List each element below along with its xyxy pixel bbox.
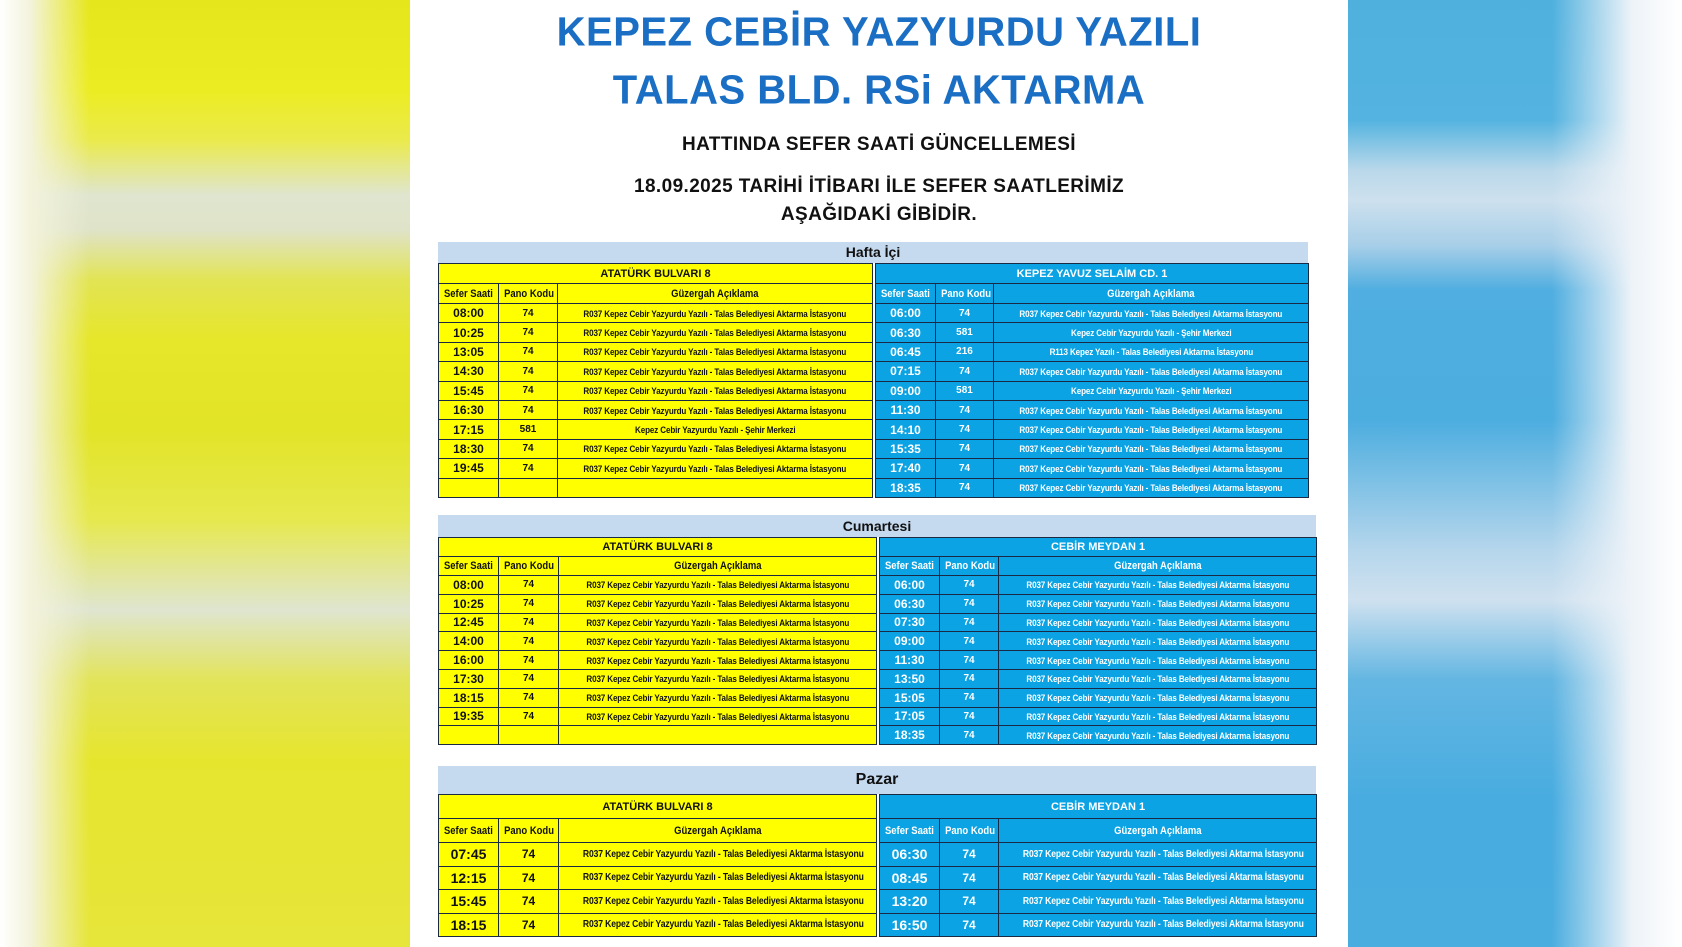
departure-time: 18:30 bbox=[439, 439, 499, 458]
route-description bbox=[999, 866, 1317, 890]
schedule-row bbox=[439, 632, 877, 651]
panel-code: 74 bbox=[499, 594, 559, 613]
panel-code: 74 bbox=[940, 576, 999, 595]
stop-name-row bbox=[439, 795, 877, 819]
column-header-guzergah-aciklama-label: Güzergah Açıklama bbox=[673, 824, 762, 837]
panel-code: 74 bbox=[499, 304, 558, 323]
column-header-pano-kodu bbox=[499, 557, 559, 576]
route-description bbox=[994, 304, 1309, 323]
panel-code: 74 bbox=[936, 459, 994, 478]
departure-time: 07:45 bbox=[439, 843, 499, 867]
route-description-text: R037 Kepez Cebir Yazyurdu Yazılı - Talas Belediyesi Aktarma İstasyonu bbox=[586, 710, 849, 722]
route-description-text: R037 Kepez Cebir Yazyurdu Yazılı - Talas Belediyesi Aktarma İstasyonu bbox=[1019, 443, 1283, 455]
schedule-row bbox=[439, 381, 873, 400]
route-description-text: R037 Kepez Cebir Yazyurdu Yazılı - Talas Belediyesi Aktarma İstasyonu bbox=[1022, 919, 1304, 931]
route-description-text: R037 Kepez Cebir Yazyurdu Yazılı - Talas Belediyesi Aktarma İstasyonu bbox=[583, 327, 847, 339]
route-description bbox=[999, 613, 1317, 632]
departure-time: 07:30 bbox=[880, 613, 940, 632]
panel-code: 74 bbox=[940, 913, 999, 937]
route-description bbox=[559, 576, 877, 595]
schedule-row bbox=[876, 381, 1309, 400]
column-header-guzergah-aciklama bbox=[558, 284, 873, 304]
departure-time: 06:30 bbox=[876, 323, 936, 342]
schedule-row bbox=[439, 688, 877, 707]
document-title-line1: KEPEZ CEBİR YAZYURDU YAZILI bbox=[556, 9, 1202, 55]
departure-time: 15:05 bbox=[880, 688, 940, 707]
panel-code: 74 bbox=[499, 843, 559, 867]
route-description bbox=[994, 362, 1309, 381]
route-description-text: R037 Kepez Cebir Yazyurdu Yazılı - Talas Belediyesi Aktarma İstasyonu bbox=[1019, 424, 1283, 436]
panel-code: 74 bbox=[499, 913, 559, 937]
route-description bbox=[558, 304, 873, 323]
schedule-row bbox=[439, 707, 877, 726]
schedule-row bbox=[876, 342, 1309, 361]
departure-time: 16:50 bbox=[880, 913, 940, 937]
schedule-row bbox=[876, 420, 1309, 439]
column-header-pano-kodu bbox=[499, 819, 559, 843]
column-header-guzergah-aciklama bbox=[994, 284, 1309, 304]
panel-code: 74 bbox=[940, 890, 999, 914]
panel-code: 581 bbox=[936, 323, 994, 342]
route-description bbox=[999, 913, 1317, 937]
panel-code: 74 bbox=[499, 342, 558, 361]
departure-time: 10:25 bbox=[439, 594, 499, 613]
route-description-text: R037 Kepez Cebir Yazyurdu Yazılı - Talas Belediyesi Aktarma İstasyonu bbox=[1026, 673, 1289, 685]
panel-code bbox=[499, 726, 559, 745]
panel-code: 74 bbox=[936, 478, 994, 497]
column-header-pano-kodu bbox=[940, 557, 999, 576]
route-description bbox=[558, 478, 873, 497]
route-description bbox=[999, 726, 1317, 745]
departure-time: 19:35 bbox=[439, 707, 499, 726]
panel-code: 74 bbox=[940, 843, 999, 867]
column-header-sefer-saati-label: Sefer Saati bbox=[444, 560, 493, 572]
departure-time: 11:30 bbox=[876, 400, 936, 419]
departure-time: 12:45 bbox=[439, 613, 499, 632]
panel-code: 74 bbox=[499, 459, 558, 478]
stop-name: CEBİR MEYDAN 1 bbox=[880, 795, 1317, 819]
schedule-row bbox=[876, 459, 1309, 478]
route-description bbox=[559, 594, 877, 613]
weekday-kepez-side-table bbox=[875, 263, 1309, 498]
departure-time bbox=[439, 478, 499, 497]
departure-time: 15:45 bbox=[439, 890, 499, 914]
route-description bbox=[999, 843, 1317, 867]
route-description bbox=[559, 669, 877, 688]
panel-code: 74 bbox=[499, 362, 558, 381]
route-description-text: R037 Kepez Cebir Yazyurdu Yazılı - Talas Belediyesi Aktarma İstasyonu bbox=[586, 692, 849, 704]
column-header-row bbox=[880, 557, 1317, 576]
departure-time: 18:15 bbox=[439, 913, 499, 937]
departure-time: 16:30 bbox=[439, 400, 499, 419]
panel-code: 74 bbox=[940, 669, 999, 688]
column-header-pano-kodu-label: Pano Kodu bbox=[504, 560, 554, 572]
schedule-row bbox=[876, 304, 1309, 323]
column-header-guzergah-aciklama bbox=[559, 557, 877, 576]
weekday-day-banner: Hafta İçi bbox=[438, 242, 1308, 263]
route-description bbox=[559, 613, 877, 632]
column-header-guzergah-aciklama-label: Güzergah Açıklama bbox=[1113, 560, 1202, 572]
route-description bbox=[994, 342, 1309, 361]
panel-code: 74 bbox=[940, 651, 999, 670]
stop-name-row bbox=[439, 538, 877, 557]
stop-name: ATATÜRK BULVARI 8 bbox=[439, 264, 873, 284]
departure-time: 09:00 bbox=[880, 632, 940, 651]
schedule-row bbox=[880, 843, 1317, 867]
route-description bbox=[559, 866, 877, 890]
schedule-row bbox=[876, 323, 1309, 342]
panel-code: 74 bbox=[499, 632, 559, 651]
departure-time: 08:00 bbox=[439, 304, 499, 323]
weekday-ataturk-bulvari-table bbox=[438, 263, 873, 498]
panel-code: 74 bbox=[499, 707, 559, 726]
panel-code: 74 bbox=[499, 688, 559, 707]
panel-code: 74 bbox=[499, 890, 559, 914]
departure-time: 18:35 bbox=[880, 726, 940, 745]
route-description bbox=[558, 459, 873, 478]
schedule-row bbox=[880, 613, 1317, 632]
departure-time: 10:25 bbox=[439, 323, 499, 342]
stop-name-row bbox=[880, 795, 1317, 819]
effective-date-notice-line1: 18.09.2025 TARİHİ İTİBARI İLE SEFER SAATLERİMİZ bbox=[633, 176, 1124, 197]
route-description bbox=[558, 381, 873, 400]
departure-time: 07:15 bbox=[876, 362, 936, 381]
panel-code: 74 bbox=[940, 632, 999, 651]
departure-time: 13:50 bbox=[880, 669, 940, 688]
route-description-text: R037 Kepez Cebir Yazyurdu Yazılı - Talas Belediyesi Aktarma İstasyonu bbox=[586, 673, 849, 685]
route-description bbox=[994, 381, 1309, 400]
column-header-sefer-saati-label: Sefer Saati bbox=[885, 560, 934, 572]
route-description-text: R037 Kepez Cebir Yazyurdu Yazılı - Talas Belediyesi Aktarma İstasyonu bbox=[1019, 482, 1283, 494]
route-description-text: R037 Kepez Cebir Yazyurdu Yazılı - Talas Belediyesi Aktarma İstasyonu bbox=[1019, 365, 1283, 377]
stop-name-row bbox=[880, 538, 1317, 557]
departure-time: 19:45 bbox=[439, 459, 499, 478]
panel-code: 74 bbox=[940, 726, 999, 745]
schedule-row bbox=[880, 594, 1317, 613]
route-description-text: R037 Kepez Cebir Yazyurdu Yazılı - Talas Belediyesi Aktarma İstasyonu bbox=[1019, 307, 1283, 319]
panel-code: 74 bbox=[499, 323, 558, 342]
departure-time: 14:30 bbox=[439, 362, 499, 381]
route-description bbox=[558, 342, 873, 361]
route-description bbox=[559, 688, 877, 707]
schedule-row bbox=[876, 478, 1309, 497]
panel-code: 74 bbox=[936, 400, 994, 419]
column-header-sefer-saati bbox=[876, 284, 936, 304]
route-description bbox=[559, 726, 877, 745]
route-description bbox=[558, 420, 873, 439]
schedule-row bbox=[439, 478, 873, 497]
schedule-row bbox=[880, 866, 1317, 890]
route-description-text: R037 Kepez Cebir Yazyurdu Yazılı - Talas Belediyesi Aktarma İstasyonu bbox=[586, 598, 849, 610]
route-description-text: R037 Kepez Cebir Yazyurdu Yazılı - Talas Belediyesi Aktarma İstasyonu bbox=[1026, 654, 1289, 666]
schedule-row bbox=[880, 688, 1317, 707]
route-description-text: R037 Kepez Cebir Yazyurdu Yazılı - Talas Belediyesi Aktarma İstasyonu bbox=[1026, 579, 1289, 591]
departure-time: 14:10 bbox=[876, 420, 936, 439]
column-header-row bbox=[439, 284, 873, 304]
departure-time: 09:00 bbox=[876, 381, 936, 400]
column-header-sefer-saati bbox=[439, 284, 499, 304]
route-description-text: R037 Kepez Cebir Yazyurdu Yazılı - Talas Belediyesi Aktarma İstasyonu bbox=[1026, 692, 1289, 704]
stop-name: KEPEZ YAVUZ SELAİM CD. 1 bbox=[876, 264, 1309, 284]
column-header-sefer-saati-label: Sefer Saati bbox=[444, 287, 493, 300]
schedule-row bbox=[439, 304, 873, 323]
route-description bbox=[559, 843, 877, 867]
column-header-guzergah-aciklama-label: Güzergah Açıklama bbox=[671, 287, 759, 300]
column-header-sefer-saati bbox=[880, 819, 940, 843]
schedule-row bbox=[880, 651, 1317, 670]
panel-code: 74 bbox=[499, 651, 559, 670]
panel-code: 74 bbox=[499, 866, 559, 890]
departure-time: 18:15 bbox=[439, 688, 499, 707]
route-description bbox=[999, 651, 1317, 670]
document-subtitle: HATTINDA SEFER SAATİ GÜNCELLEMESİ bbox=[682, 134, 1076, 155]
column-header-row bbox=[876, 284, 1309, 304]
route-description-text: R037 Kepez Cebir Yazyurdu Yazılı - Talas Belediyesi Aktarma İstasyonu bbox=[582, 848, 864, 860]
panel-code: 74 bbox=[499, 669, 559, 688]
panel-code: 74 bbox=[940, 594, 999, 613]
route-description bbox=[994, 323, 1309, 342]
route-description-text: R037 Kepez Cebir Yazyurdu Yazılı - Talas Belediyesi Aktarma İstasyonu bbox=[586, 616, 849, 628]
route-description bbox=[994, 439, 1309, 458]
route-description bbox=[559, 707, 877, 726]
route-description bbox=[999, 594, 1317, 613]
stop-name: ATATÜRK BULVARI 8 bbox=[439, 538, 877, 557]
route-description-text: R037 Kepez Cebir Yazyurdu Yazılı - Talas Belediyesi Aktarma İstasyonu bbox=[586, 579, 849, 591]
panel-code: 74 bbox=[936, 420, 994, 439]
departure-time: 08:00 bbox=[439, 576, 499, 595]
departure-time: 13:05 bbox=[439, 342, 499, 361]
route-description bbox=[559, 651, 877, 670]
departure-time: 17:05 bbox=[880, 707, 940, 726]
column-header-guzergah-aciklama-label: Güzergah Açıklama bbox=[1107, 287, 1195, 300]
background-left-yellow bbox=[0, 0, 410, 947]
departure-time: 08:45 bbox=[880, 866, 940, 890]
schedule-row bbox=[439, 913, 877, 937]
panel-code: 74 bbox=[499, 381, 558, 400]
panel-code: 74 bbox=[499, 439, 558, 458]
route-description-text: R037 Kepez Cebir Yazyurdu Yazılı - Talas Belediyesi Aktarma İstasyonu bbox=[582, 919, 864, 931]
route-description bbox=[558, 439, 873, 458]
route-description-text: R037 Kepez Cebir Yazyurdu Yazılı - Talas Belediyesi Aktarma İstasyonu bbox=[586, 654, 849, 666]
route-description bbox=[999, 576, 1317, 595]
route-description bbox=[994, 459, 1309, 478]
schedule-row bbox=[439, 613, 877, 632]
column-header-sefer-saati bbox=[439, 557, 499, 576]
departure-time: 13:20 bbox=[880, 890, 940, 914]
departure-time: 06:00 bbox=[876, 304, 936, 323]
route-description-text: R037 Kepez Cebir Yazyurdu Yazılı - Talas Belediyesi Aktarma İstasyonu bbox=[583, 346, 847, 358]
column-header-pano-kodu-label: Pano Kodu bbox=[504, 287, 554, 300]
departure-time bbox=[439, 726, 499, 745]
route-description-text: R037 Kepez Cebir Yazyurdu Yazılı - Talas Belediyesi Aktarma İstasyonu bbox=[1026, 616, 1289, 628]
route-description-text: R037 Kepez Cebir Yazyurdu Yazılı - Talas Belediyesi Aktarma İstasyonu bbox=[1026, 710, 1289, 722]
route-description-text: R037 Kepez Cebir Yazyurdu Yazılı - Talas Belediyesi Aktarma İstasyonu bbox=[583, 385, 847, 397]
stop-name: CEBİR MEYDAN 1 bbox=[880, 538, 1317, 557]
schedule-row bbox=[876, 439, 1309, 458]
panel-code: 74 bbox=[940, 613, 999, 632]
route-description bbox=[994, 420, 1309, 439]
schedule-row bbox=[439, 439, 873, 458]
route-description-text: Kepez Cebir Yazyurdu Yazılı - Şehir Merkezi bbox=[1070, 385, 1232, 397]
route-description bbox=[559, 913, 877, 937]
departure-time: 14:00 bbox=[439, 632, 499, 651]
stop-name: ATATÜRK BULVARI 8 bbox=[439, 795, 877, 819]
column-header-guzergah-aciklama-label: Güzergah Açıklama bbox=[673, 560, 762, 572]
route-description bbox=[558, 323, 873, 342]
panel-code: 74 bbox=[936, 439, 994, 458]
departure-time: 17:15 bbox=[439, 420, 499, 439]
panel-code: 581 bbox=[499, 420, 558, 439]
column-header-pano-kodu bbox=[499, 284, 558, 304]
route-description bbox=[999, 669, 1317, 688]
panel-code: 74 bbox=[499, 576, 559, 595]
schedule-row bbox=[880, 726, 1317, 745]
saturday-day-banner: Cumartesi bbox=[438, 515, 1316, 537]
column-header-sefer-saati-label: Sefer Saati bbox=[881, 287, 930, 300]
schedule-row bbox=[880, 707, 1317, 726]
route-description-text: R037 Kepez Cebir Yazyurdu Yazılı - Talas Belediyesi Aktarma İstasyonu bbox=[582, 895, 864, 907]
route-description-text: Kepez Cebir Yazyurdu Yazılı - Şehir Merkezi bbox=[634, 424, 796, 436]
route-description bbox=[559, 890, 877, 914]
route-description bbox=[999, 890, 1317, 914]
panel-code: 74 bbox=[940, 688, 999, 707]
schedule-row bbox=[439, 866, 877, 890]
panel-code bbox=[499, 478, 558, 497]
route-description-text: R113 Kepez Yazılı - Talas Belediyesi Aktarma İstasyonu bbox=[1049, 346, 1253, 358]
sunday-ataturk-bulvari-table bbox=[438, 794, 877, 937]
schedule-row bbox=[880, 913, 1317, 937]
schedule-row bbox=[876, 400, 1309, 419]
schedule-row bbox=[439, 890, 877, 914]
route-description-text: R037 Kepez Cebir Yazyurdu Yazılı - Talas Belediyesi Aktarma İstasyonu bbox=[583, 462, 847, 474]
route-description-text: R037 Kepez Cebir Yazyurdu Yazılı - Talas Belediyesi Aktarma İstasyonu bbox=[582, 872, 864, 884]
column-header-row bbox=[880, 819, 1317, 843]
route-description bbox=[994, 400, 1309, 419]
route-description-text: Kepez Cebir Yazyurdu Yazılı - Şehir Merkezi bbox=[1070, 327, 1232, 339]
column-header-pano-kodu-label: Pano Kodu bbox=[945, 824, 995, 837]
schedule-row bbox=[439, 594, 877, 613]
column-header-guzergah-aciklama bbox=[999, 557, 1317, 576]
departure-time: 17:30 bbox=[439, 669, 499, 688]
schedule-row bbox=[439, 669, 877, 688]
column-header-pano-kodu bbox=[940, 819, 999, 843]
route-description-text: R037 Kepez Cebir Yazyurdu Yazılı - Talas Belediyesi Aktarma İstasyonu bbox=[1019, 462, 1283, 474]
schedule-row bbox=[880, 890, 1317, 914]
panel-code: 216 bbox=[936, 342, 994, 361]
panel-code: 74 bbox=[499, 400, 558, 419]
panel-code: 74 bbox=[940, 866, 999, 890]
column-header-sefer-saati-label: Sefer Saati bbox=[444, 824, 493, 837]
departure-time: 12:15 bbox=[439, 866, 499, 890]
panel-code: 74 bbox=[936, 304, 994, 323]
schedule-row bbox=[439, 362, 873, 381]
stop-name-row bbox=[439, 264, 873, 284]
route-description-text: R037 Kepez Cebir Yazyurdu Yazılı - Talas Belediyesi Aktarma İstasyonu bbox=[586, 635, 849, 647]
departure-time: 15:35 bbox=[876, 439, 936, 458]
panel-code: 74 bbox=[940, 707, 999, 726]
column-header-pano-kodu bbox=[936, 284, 994, 304]
schedule-row bbox=[439, 726, 877, 745]
schedule-row bbox=[439, 651, 877, 670]
route-description-text: R037 Kepez Cebir Yazyurdu Yazılı - Talas Belediyesi Aktarma İstasyonu bbox=[583, 404, 847, 416]
route-description-text: R037 Kepez Cebir Yazyurdu Yazılı - Talas Belediyesi Aktarma İstasyonu bbox=[1022, 872, 1304, 884]
route-description-text: R037 Kepez Cebir Yazyurdu Yazılı - Talas Belediyesi Aktarma İstasyonu bbox=[1026, 729, 1289, 741]
route-description bbox=[559, 632, 877, 651]
column-header-sefer-saati bbox=[880, 557, 940, 576]
departure-time: 17:40 bbox=[876, 459, 936, 478]
departure-time: 06:30 bbox=[880, 843, 940, 867]
departure-time: 15:45 bbox=[439, 381, 499, 400]
saturday-ataturk-bulvari-table bbox=[438, 537, 877, 745]
column-header-pano-kodu-label: Pano Kodu bbox=[941, 287, 991, 300]
panel-code: 74 bbox=[499, 613, 559, 632]
route-description bbox=[994, 478, 1309, 497]
route-description-text: R037 Kepez Cebir Yazyurdu Yazılı - Talas Belediyesi Aktarma İstasyonu bbox=[583, 365, 847, 377]
schedule-row bbox=[439, 420, 873, 439]
document-title-line2: TALAS BLD. RSi AKTARMA bbox=[612, 67, 1146, 113]
route-description-text: R037 Kepez Cebir Yazyurdu Yazılı - Talas Belediyesi Aktarma İstasyonu bbox=[1026, 635, 1289, 647]
schedule-row bbox=[439, 459, 873, 478]
sunday-day-banner: Pazar bbox=[438, 766, 1316, 794]
column-header-pano-kodu-label: Pano Kodu bbox=[504, 824, 554, 837]
effective-date-notice-line2: AŞAĞIDAKİ GİBİDİR. bbox=[780, 204, 978, 225]
departure-time: 06:45 bbox=[876, 342, 936, 361]
schedule-row bbox=[439, 576, 877, 595]
schedule-row bbox=[880, 632, 1317, 651]
route-description-text: R037 Kepez Cebir Yazyurdu Yazılı - Talas Belediyesi Aktarma İstasyonu bbox=[583, 443, 847, 455]
route-description-text: R037 Kepez Cebir Yazyurdu Yazılı - Talas Belediyesi Aktarma İstasyonu bbox=[1026, 598, 1289, 610]
route-description-text: R037 Kepez Cebir Yazyurdu Yazılı - Talas Belediyesi Aktarma İstasyonu bbox=[1022, 848, 1304, 860]
column-header-guzergah-aciklama-label: Güzergah Açıklama bbox=[1113, 824, 1202, 837]
panel-code: 581 bbox=[936, 381, 994, 400]
schedule-row bbox=[439, 843, 877, 867]
departure-time: 18:35 bbox=[876, 478, 936, 497]
column-header-sefer-saati bbox=[439, 819, 499, 843]
schedule-row bbox=[439, 323, 873, 342]
column-header-guzergah-aciklama bbox=[559, 819, 877, 843]
departure-time: 06:00 bbox=[880, 576, 940, 595]
route-description bbox=[999, 688, 1317, 707]
background-right-blue bbox=[1348, 0, 1682, 947]
column-header-row bbox=[439, 819, 877, 843]
route-description bbox=[558, 400, 873, 419]
column-header-sefer-saati-label: Sefer Saati bbox=[885, 824, 934, 837]
departure-time: 11:30 bbox=[880, 651, 940, 670]
route-description bbox=[558, 362, 873, 381]
schedule-row bbox=[876, 362, 1309, 381]
schedule-row bbox=[880, 669, 1317, 688]
column-header-pano-kodu-label: Pano Kodu bbox=[945, 560, 995, 572]
stop-name-row bbox=[876, 264, 1309, 284]
panel-code: 74 bbox=[936, 362, 994, 381]
column-header-guzergah-aciklama bbox=[999, 819, 1317, 843]
departure-time: 06:30 bbox=[880, 594, 940, 613]
schedule-row bbox=[439, 400, 873, 419]
route-description bbox=[999, 707, 1317, 726]
saturday-kepez-side-table bbox=[879, 537, 1317, 745]
column-header-row bbox=[439, 557, 877, 576]
schedule-row bbox=[439, 342, 873, 361]
sunday-kepez-side-table bbox=[879, 794, 1317, 937]
departure-time: 16:00 bbox=[439, 651, 499, 670]
route-description-text: R037 Kepez Cebir Yazyurdu Yazılı - Talas Belediyesi Aktarma İstasyonu bbox=[1022, 895, 1304, 907]
route-description bbox=[999, 632, 1317, 651]
route-description-text: R037 Kepez Cebir Yazyurdu Yazılı - Talas Belediyesi Aktarma İstasyonu bbox=[583, 307, 847, 319]
route-description-text: R037 Kepez Cebir Yazyurdu Yazılı - Talas Belediyesi Aktarma İstasyonu bbox=[1019, 404, 1283, 416]
schedule-row bbox=[880, 576, 1317, 595]
